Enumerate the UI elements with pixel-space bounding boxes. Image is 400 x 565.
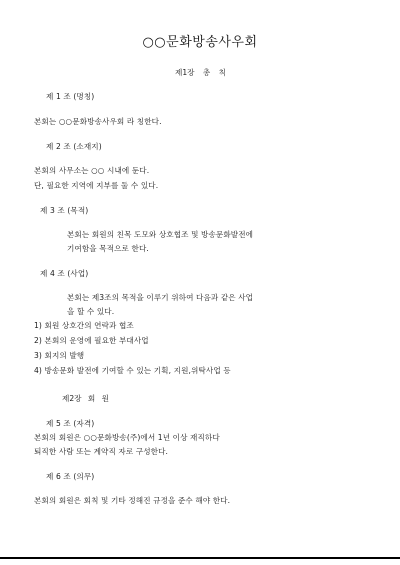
- article-4-item-3: 3) 회지의 발행: [34, 351, 85, 360]
- chapter-1-heading: 제1장 총 칙: [175, 68, 227, 77]
- article-3-heading: 제 3 조 (목적): [40, 206, 89, 215]
- article-4-item-1: 1) 회원 상호간의 연락과 협조: [34, 321, 134, 330]
- chapter-2-heading: 제2장 회 원: [62, 394, 110, 403]
- article-2-heading: 제 2 조 (소재지): [46, 142, 102, 151]
- page-bottom-border: [0, 557, 400, 559]
- article-5-line-1: 본회의 회원은 ○○문화방송(주)에서 1년 이상 재직하다: [34, 433, 220, 442]
- article-1-line-1: 본회는 ○○문화방송사우회 라 칭한다.: [34, 117, 162, 126]
- document-title: ○○문화방송사우회: [142, 35, 258, 50]
- article-4-item-4: 4) 방송문화 발전에 기여할 수 있는 기획, 지원,위탁사업 등: [34, 366, 231, 375]
- article-4-line-1: 본회는 제3조의 목적을 이루기 위하여 다음과 같은 사업: [67, 293, 254, 302]
- article-2-line-1: 본회의 사무소는 ○○ 시내에 둔다.: [34, 166, 150, 175]
- article-3-line-2: 기여함을 목적으로 한다.: [67, 244, 149, 253]
- article-5-heading: 제 5 조 (자격): [46, 419, 95, 428]
- article-4-heading: 제 4 조 (사업): [40, 269, 89, 278]
- article-6-heading: 제 6 조 (의무): [46, 472, 95, 481]
- article-5-line-2: 퇴직한 사람 또는 계약직 자로 구성한다.: [34, 447, 169, 456]
- article-6-line-1: 본회의 회원은 회칙 및 기타 정해진 규정을 준수 해야 한다.: [34, 496, 231, 505]
- article-4-line-2: 을 할 수 있다.: [67, 307, 115, 316]
- article-2-line-2: 단, 필요한 지역에 지부를 둘 수 있다.: [34, 181, 159, 190]
- article-3-line-1: 본회는 회원의 친목 도모와 상호협조 및 방송문화발전에: [67, 230, 254, 239]
- article-4-item-2: 2) 본회의 운영에 필요한 부대사업: [34, 336, 149, 345]
- article-1-heading: 제 1 조 (명칭): [46, 92, 95, 101]
